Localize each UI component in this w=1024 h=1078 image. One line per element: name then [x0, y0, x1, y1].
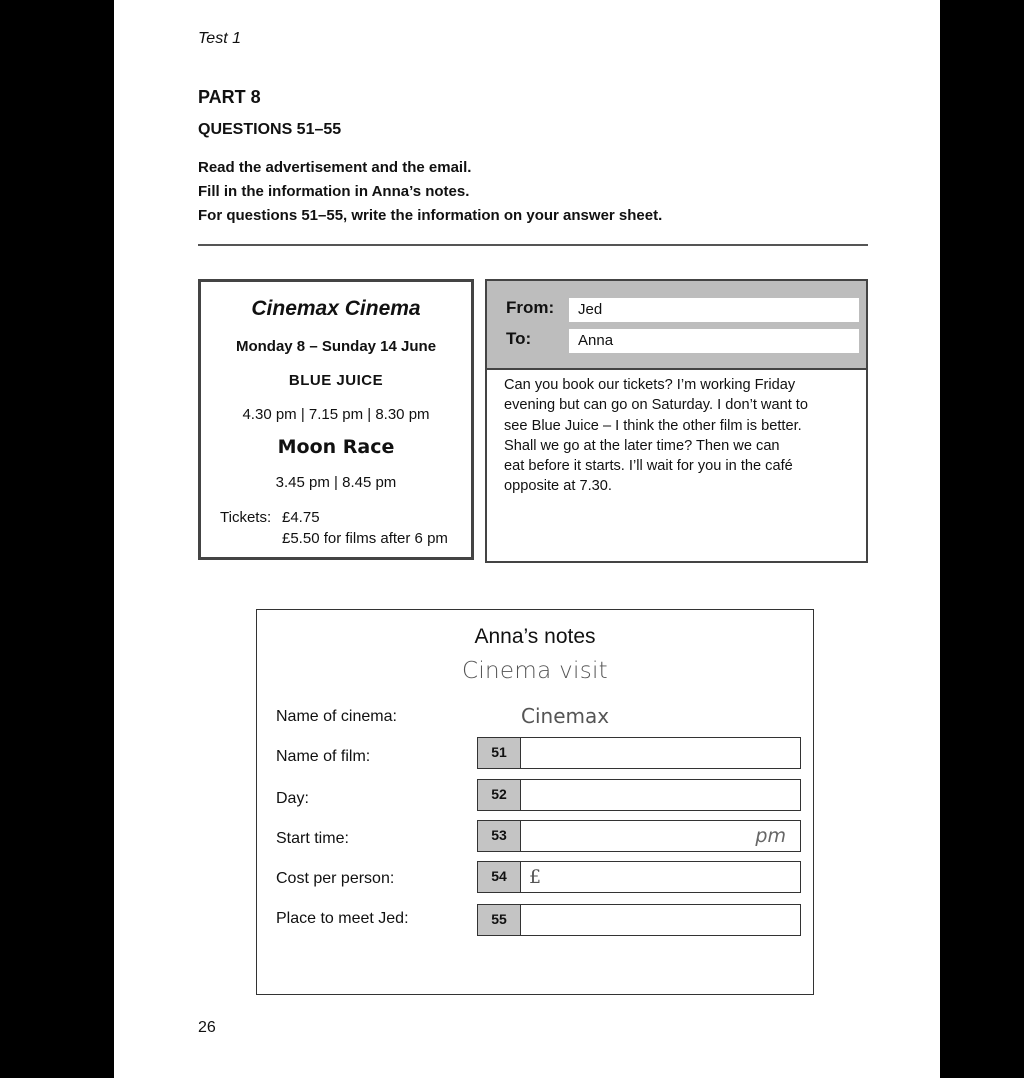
- instruction-line: Fill in the information in Anna’s notes.: [198, 183, 470, 200]
- email-body-line: eat before it starts. I’ll wait for you in the café: [504, 458, 793, 475]
- answer-box-51[interactable]: [477, 737, 801, 769]
- advert-film-1: BLUE JUICE: [288, 372, 384, 389]
- email-body: [504, 375, 854, 497]
- pound-prefix: £: [529, 866, 542, 888]
- answer-box-53[interactable]: [477, 820, 801, 852]
- notes-title: Anna’s notes: [474, 625, 596, 648]
- email-body-line: Can you book our tickets? I’m working Friday: [504, 377, 796, 393]
- email-to-field: Anna: [569, 329, 859, 353]
- notes-subtitle: Cinema visit: [462, 658, 608, 684]
- questions-title: QUESTIONS 51–55: [198, 121, 342, 138]
- annas-notes: [256, 609, 814, 995]
- advert-price-2: £5.50 for films after 6 pm: [282, 530, 448, 547]
- cinema-name-value: Cinemax: [521, 704, 610, 728]
- answer-box-52[interactable]: [477, 779, 801, 811]
- cost-label: Cost per person:: [276, 870, 395, 887]
- divider: [198, 244, 868, 246]
- pm-suffix: pm: [755, 825, 786, 847]
- day-label: Day:: [276, 790, 309, 807]
- email-header: [487, 281, 866, 370]
- email-from-label: From:: [506, 298, 555, 317]
- question-number: 54: [478, 862, 521, 892]
- instruction-line: For questions 51–55, write the information on your answer sheet.: [198, 207, 663, 224]
- cinema-name-label: Name of cinema:: [276, 708, 397, 725]
- answer-box-54[interactable]: [477, 861, 801, 893]
- email-body-line: evening but can go on Saturday. I don’t want to: [504, 397, 808, 414]
- instruction-line: Read the advertisement and the email.: [198, 159, 472, 176]
- email: [485, 279, 868, 563]
- email-body-line: opposite at 7.30.: [504, 478, 612, 495]
- cinema-advertisement: [198, 279, 474, 560]
- question-number: 53: [478, 821, 521, 851]
- advert-tickets-label: Tickets:: [220, 509, 272, 526]
- email-body-line: Shall we go at the later time? Then we can: [504, 437, 780, 454]
- start-time-label: Start time:: [276, 830, 349, 847]
- question-number: 52: [478, 780, 521, 810]
- meeting-place-label: Place to meet Jed:: [276, 910, 409, 927]
- advert-film-2-times: 3.45 pm | 8.45 pm: [275, 474, 397, 491]
- advert-price-1: £4.75: [282, 509, 320, 526]
- part-title: PART 8: [198, 87, 261, 107]
- document-page: [114, 0, 940, 1078]
- test-label: Test 1: [198, 30, 241, 47]
- email-from-field: Jed: [569, 298, 859, 322]
- email-to-label: To:: [506, 329, 532, 348]
- answer-box-55[interactable]: [477, 904, 801, 936]
- question-number: 55: [478, 905, 521, 935]
- advert-title: Cinemax Cinema: [251, 297, 421, 320]
- advert-film-2: Moon Race: [277, 436, 395, 458]
- advert-dates: Monday 8 – Sunday 14 June: [235, 338, 437, 355]
- question-number: 51: [478, 738, 521, 768]
- film-name-label: Name of film:: [276, 748, 371, 765]
- advert-film-1-times: 4.30 pm | 7.15 pm | 8.30 pm: [242, 406, 430, 423]
- page-number: 26: [198, 1019, 216, 1036]
- email-body-line: see Blue Juice – I think the other film is better.: [504, 417, 802, 434]
